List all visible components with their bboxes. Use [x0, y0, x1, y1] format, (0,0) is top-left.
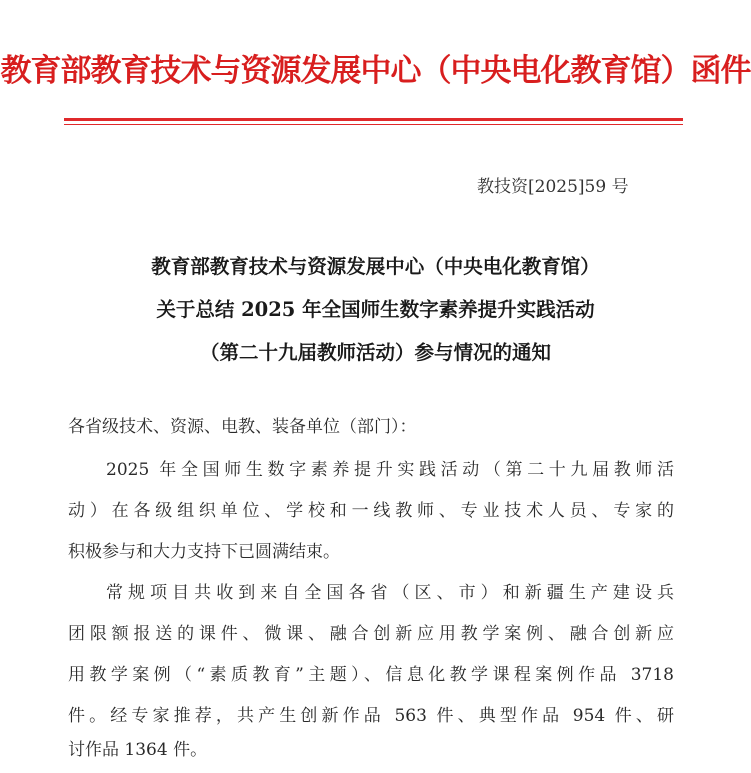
- letterhead-rule-thick: [64, 118, 683, 121]
- title-line-1: 教育部教育技术与资源发展中心（中央电化教育馆）: [151, 255, 600, 278]
- body-line-3: 积极参与和大力支持下已圆满结束。: [68, 542, 340, 562]
- letterhead-title: 教育部教育技术与资源发展中心（中央电化教育馆）函件: [0, 53, 751, 89]
- body-line-7: 件。经专家推荐，共产生创新作品 563 件、典型作品 954 件、研: [68, 706, 674, 726]
- body-line-2: 动）在各级组织单位、学校和一线教师、专业技术人员、专家的: [68, 501, 674, 521]
- body-line-4: 常规项目共收到来自全国各省（区、市）和新疆生产建设兵: [106, 583, 674, 603]
- body-line-1: 2025 年全国师生数字素养提升实践活动（第二十九届教师活: [106, 460, 674, 480]
- title-line-2: 关于总结 2025 年全国师生数字素养提升实践活动: [156, 298, 595, 321]
- salutation: 各省级技术、资源、电教、装备单位（部门）：: [68, 417, 417, 437]
- title-line-3: （第二十九届教师活动）参与情况的通知: [199, 341, 551, 364]
- document-number: 教技资[2025]59 号: [477, 177, 629, 197]
- body-line-8: 讨作品 1364 件。: [68, 740, 208, 760]
- letterhead-rule-thin: [64, 124, 683, 125]
- body-line-6: 用教学案例（“素质教育”主题）、信息化教学课程案例作品 3718: [68, 665, 674, 685]
- body-line-5: 团限额报送的课件、微课、融合创新应用教学案例、融合创新应: [68, 624, 674, 644]
